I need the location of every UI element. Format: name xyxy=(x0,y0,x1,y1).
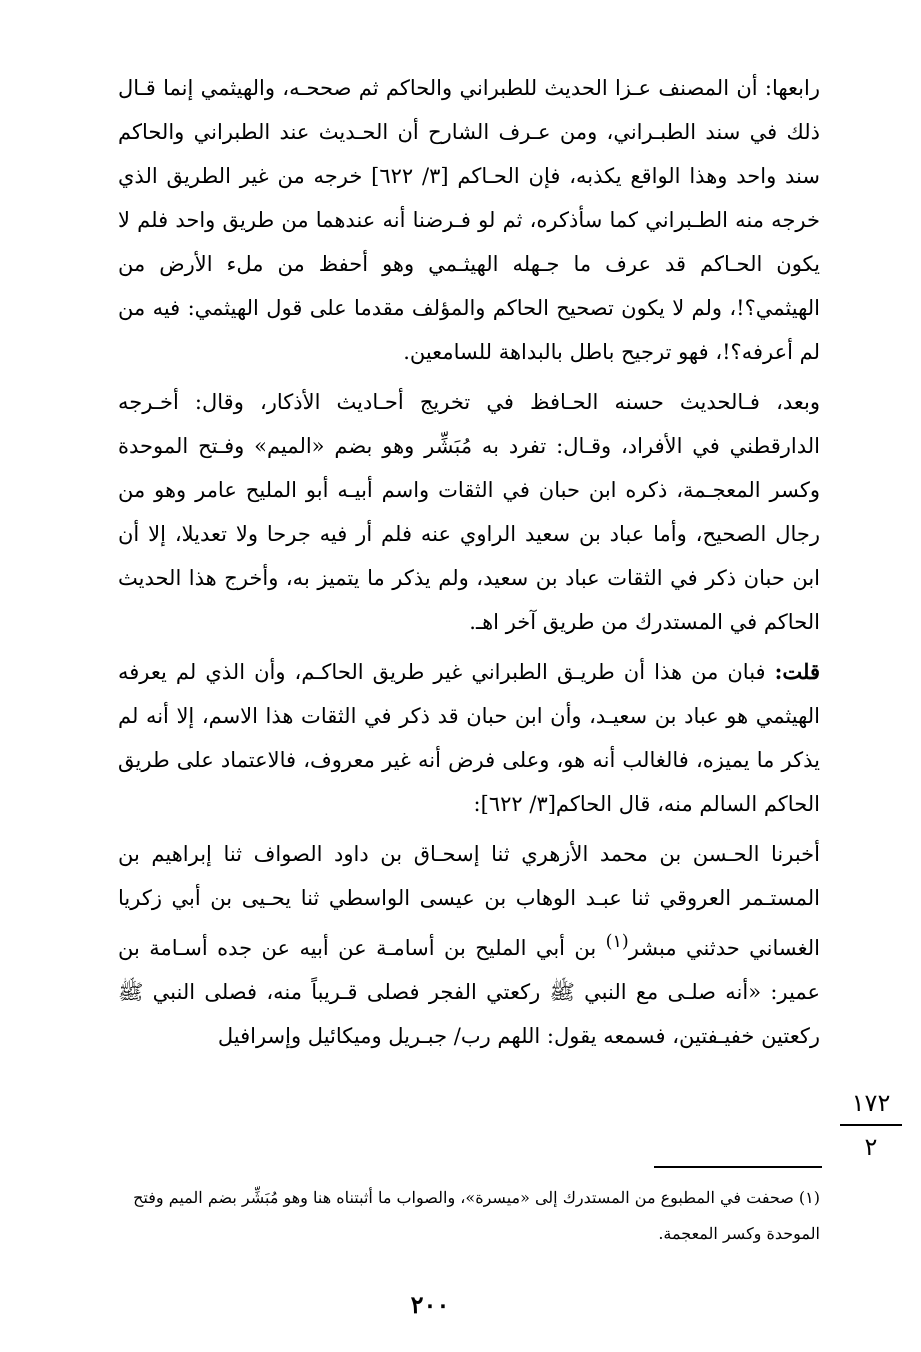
qult-label: قلت: xyxy=(774,659,820,684)
paragraph-rabiuha: رابعها: أن المصنف عـزا الحديث للطبراني والحاكم ثم صححـه، والهيثمي إنما قـال ذلك في سند الطبـراني، ومن عـرف الشارح أن الحـديث عند الطبراني والحاكم سند واحد وهذا الواقع يكذبه، فإن الحـاكم [٣/ ٦٢٢] خرجه من غير الطريق الذي خرجه منه الطـبراني كما سأذكره، ثم لو فـرضنا أنه عندهما من طريق واحد فلم لا يكون الحـاكم قد عرف ما جـهله الهيثـمي وهو أحفظ من ملء الأرض من الهيثمي؟!، ولم لا يكون تصحيح الحاكم والمؤلف مقدما على قول الهيثمي: فيه من لم أعرفه؟!، فهو ترجيح باطل بالبداهة للسامعين. xyxy=(118,76,820,364)
footnote-separator xyxy=(654,1166,822,1168)
isnad-text-end: بن أبي المليح بن أسامـة عن أبيه عن جده أسـامة بن عمير: «أنه صلـى مع النبي ﷺ ركعتي الفجر فصلى قـريباً منه، فصلى النبي ﷺ ركعتين خفيـفتين، فسمعه يقول: اللهم رب/ جبـريل وميكائيل وإسرافيل xyxy=(118,936,820,1048)
paragraph-isnad xyxy=(118,832,820,1058)
footnote-1: (١) صحفت في المطبوع من المستدرك إلى «ميسرة»، والصواب ما أثبتناه هنا وهو مُبَشِّر بضم الميم وفتح الموحدة وكسر المعجمة. xyxy=(133,1188,820,1243)
footnotes xyxy=(130,1180,820,1252)
page-number: ٢٠٠ xyxy=(410,1290,450,1319)
main-text xyxy=(118,66,820,1064)
isnad-text-start: أخبرنا الحـسن بن محمد الأزهري ثنا إسحـاق بن داود الصواف ثنا إبراهيم بن المستـمر العروقي ثنا عبـد الوهاب بن عيسى الواسطي ثنا يحـيى بن أبي زكريا الغساني حدثني مبشر xyxy=(118,842,820,960)
footnote-marker: (١) xyxy=(605,932,629,952)
paragraph-qult xyxy=(118,650,820,826)
margin-ref-divider xyxy=(840,1124,902,1126)
margin-reference xyxy=(840,1086,902,1162)
qult-text: فبان من هذا أن طريـق الطبراني غير طريق الحاكـم، وأن الذي لم يعرفه الهيثمي هو عباد بن سعيـد، وأن ابن حبان قد ذكر في الثقات هذا الاسم، إلا أنه لم يذكر ما يميزه، فالغالب أنه هو، وعلى فرض أنه غير معروف، فالاعتماد على طريق الحاكم السالم منه، قال الحاكم[٣/ ٦٢٢]: xyxy=(118,660,820,816)
margin-ref-part: ٢ xyxy=(864,1133,878,1161)
paragraph-wabad: وبعد، فـالحديث حسنه الحـافظ في تخريج أحـاديث الأذكار، وقال: أخـرجه الدارقطني في الأفراد، وقـال: تفرد به مُبَشِّر وهو بضم «الميم» وفـتح الموحدة وكسر المعجـمة، ذكره ابن حبان في الثقات واسم أبيـه أبو المليح عامر وهو من رجال الصحيح، وأما عباد بن سعيد الراوي عنه فلم أر فيه جرحا ولا تعديلا، إلا أن ابن حبان ذكر في الثقات عباد بن سعيد، ولم يذكر ما يتميز به، وأخرج هذا الحديث الحاكم في المستدرك من طريق آخر اهـ. xyxy=(118,390,820,634)
margin-ref-volume-page: ١٧٢ xyxy=(851,1089,891,1117)
